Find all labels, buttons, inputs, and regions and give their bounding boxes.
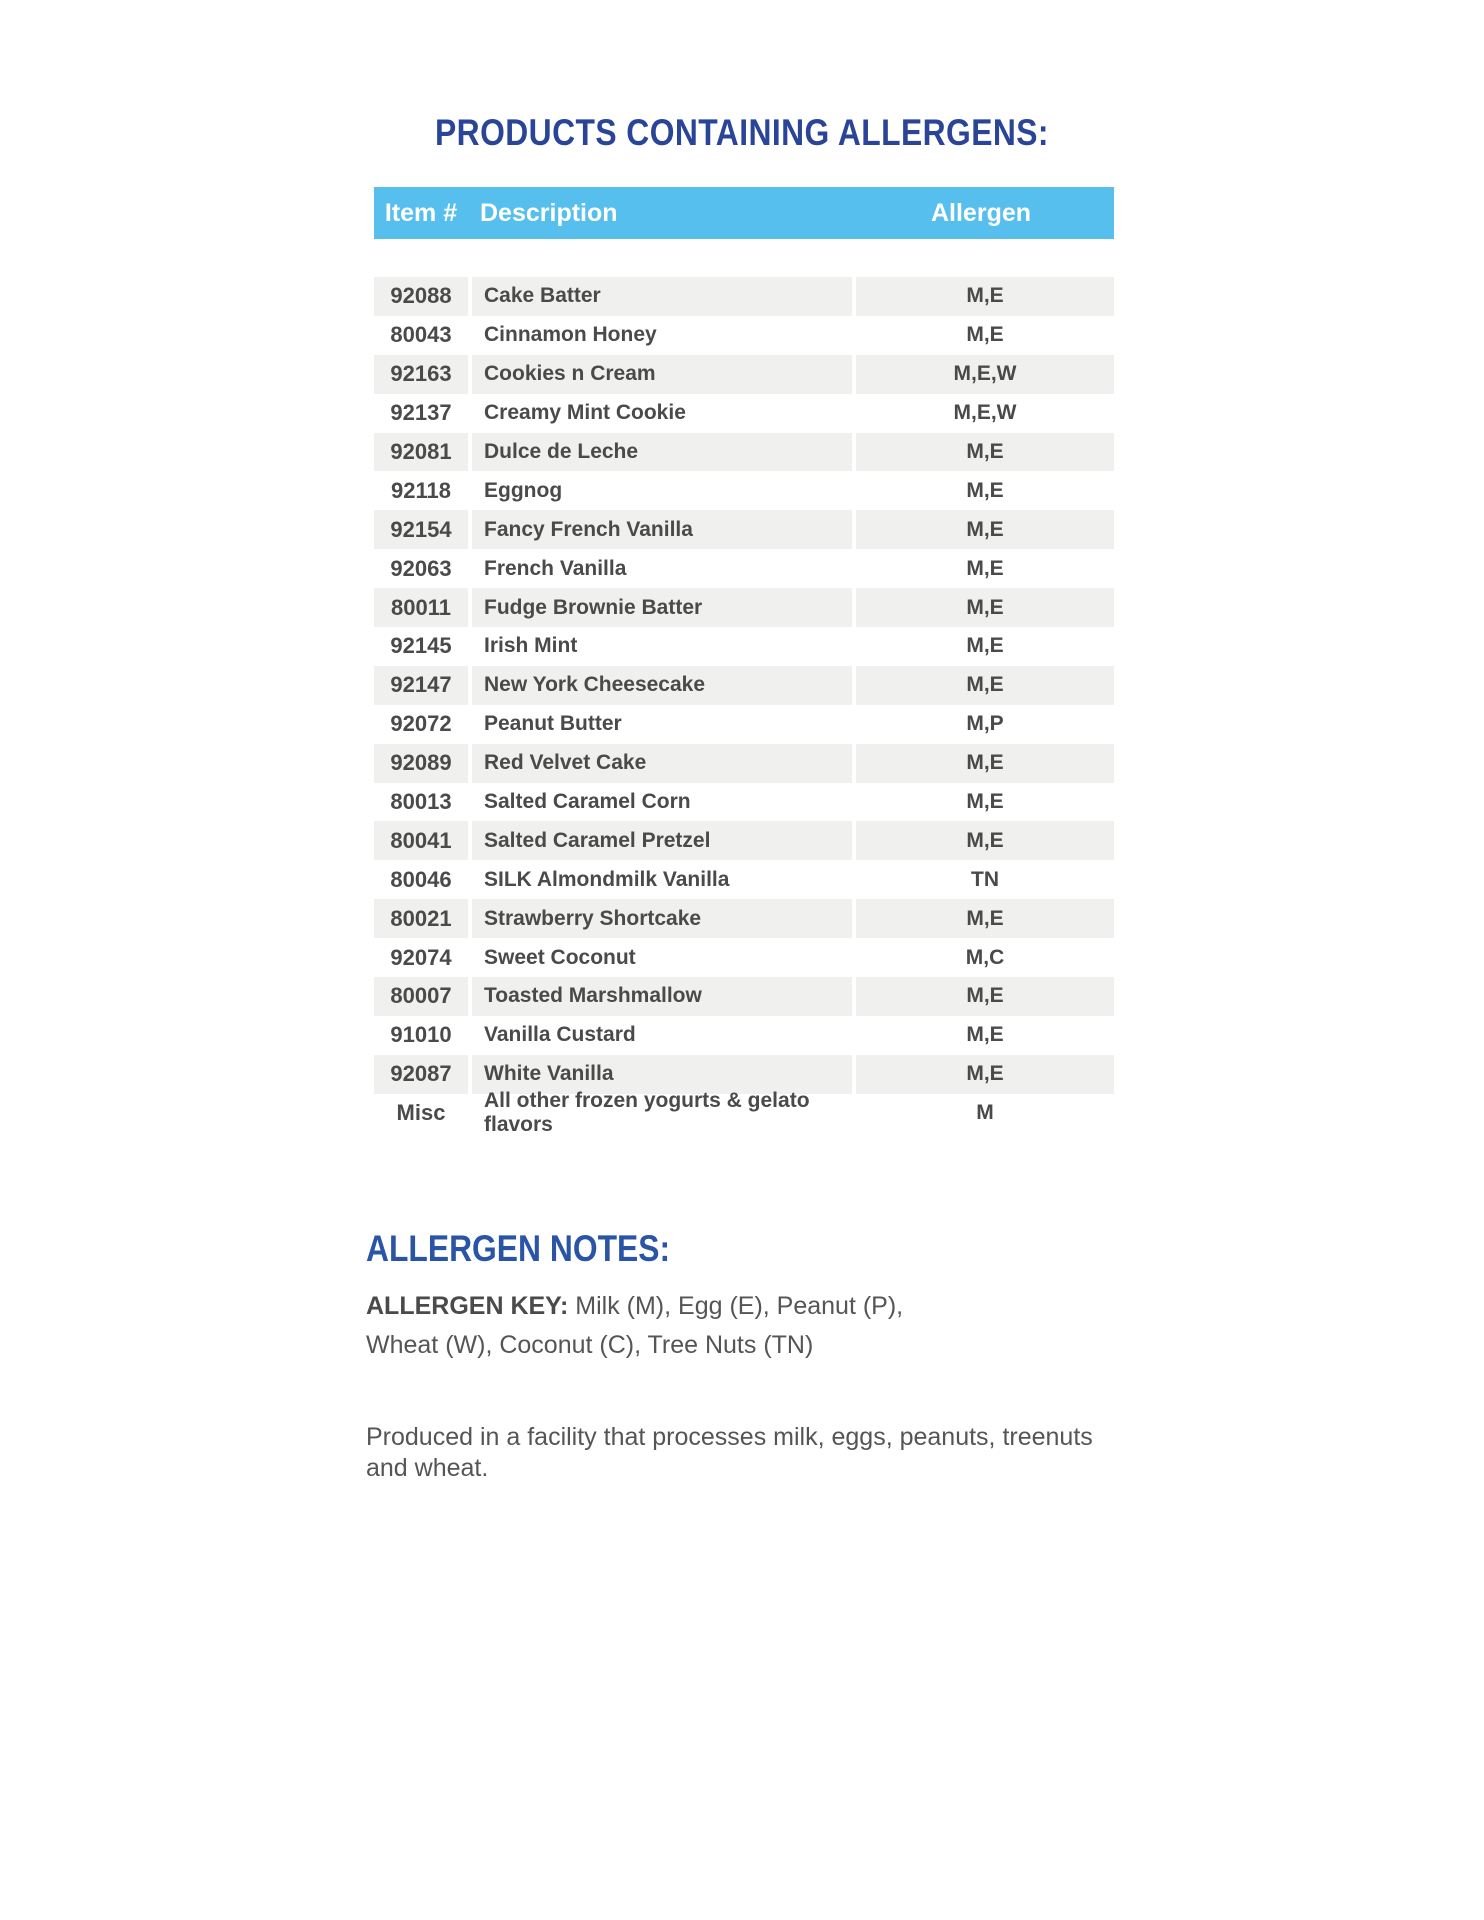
header-allergen: Allergen: [930, 198, 1032, 227]
cell-description: [472, 549, 852, 588]
cell-item-number: [374, 355, 468, 394]
table-row: [374, 666, 1114, 705]
cell-item-number: [374, 471, 468, 510]
cell-allergen-text: M,E: [966, 440, 1004, 463]
cell-allergen-text: M,E: [966, 906, 1004, 930]
cell-allergen: [856, 1094, 1114, 1133]
cell-item-number-text: 80041: [390, 827, 452, 853]
cell-item-number: [374, 1094, 468, 1133]
cell-allergen: [856, 355, 1114, 394]
table-row: [374, 471, 1114, 510]
cell-item-number-text: 92118: [391, 477, 451, 503]
cell-description-text: Cookies n Cream: [484, 362, 656, 386]
cell-item-number: [374, 705, 468, 744]
cell-item-number: [374, 316, 468, 355]
cell-description-text: Strawberry Shortcake: [484, 906, 702, 930]
cell-allergen-text: M,E: [966, 595, 1004, 619]
cell-item-number: [374, 510, 468, 549]
cell-allergen-text: M,E: [966, 556, 1004, 580]
cell-description: [472, 666, 852, 705]
cell-description-text: SILK Almondmilk Vanilla: [484, 867, 730, 891]
cell-item-number-text: 80046: [390, 866, 452, 892]
table-row: [374, 860, 1114, 899]
cell-allergen-text: M,E: [966, 634, 1004, 658]
cell-description: [472, 510, 852, 549]
cell-allergen-text: M,E: [966, 673, 1004, 697]
cell-description: [472, 744, 852, 783]
header-spacer: [374, 239, 1114, 277]
cell-item-number: [374, 549, 468, 588]
cell-item-number: [374, 1055, 468, 1094]
cell-item-number: [374, 433, 468, 472]
cell-description: [472, 705, 852, 744]
cell-item-number: [374, 666, 468, 705]
cell-description: [472, 899, 852, 938]
cell-description: [472, 860, 852, 899]
cell-item-number-text: 80013: [390, 789, 452, 815]
cell-description-text: Salted Caramel Pretzel: [484, 828, 711, 852]
header-description: Description: [480, 198, 618, 227]
cell-description-text: Vanilla Custard: [484, 1023, 636, 1047]
table-row: [374, 433, 1114, 472]
cell-allergen: [856, 783, 1114, 822]
cell-description-text: All other frozen yogurts & gelato flavors: [484, 1089, 810, 1137]
allergen-key-label: ALLERGEN KEY:: [366, 1292, 569, 1320]
cell-item-number: [374, 394, 468, 433]
cell-allergen-text: M,E: [966, 751, 1004, 775]
cell-allergen: [856, 705, 1114, 744]
cell-description: [472, 277, 852, 316]
cell-description-text: Fudge Brownie Batter: [484, 595, 703, 619]
header-item-number: Item #: [384, 198, 458, 227]
cell-description: [472, 783, 852, 822]
table-row: [374, 1016, 1114, 1055]
cell-item-number-text: 92154: [390, 516, 452, 542]
cell-allergen-text: M,E,W: [953, 362, 1017, 386]
table-row: [374, 899, 1114, 938]
cell-description: [472, 821, 852, 860]
cell-description: [472, 316, 852, 355]
allergen-table: [374, 187, 1114, 1137]
cell-item-number-text: 92081: [390, 439, 452, 464]
cell-description-text: Fancy French Vanilla: [484, 517, 693, 541]
table-row: [374, 627, 1114, 666]
table-header: [374, 187, 1114, 239]
table-row: [374, 744, 1114, 783]
cell-description: [472, 627, 852, 666]
cell-allergen-text: M,E: [966, 478, 1004, 502]
cell-item-number-text: 80011: [391, 594, 451, 620]
cell-item-number: [374, 899, 468, 938]
page-title: PRODUCTS CONTAINING ALLERGENS:: [435, 112, 1049, 153]
cell-allergen-text: M: [976, 1101, 994, 1125]
cell-description-text: Toasted Marshmallow: [484, 984, 702, 1008]
cell-allergen: [856, 821, 1114, 860]
cell-description: [472, 977, 852, 1016]
allergen-key: [366, 1287, 926, 1365]
cell-description-text: White Vanilla: [484, 1062, 614, 1086]
cell-allergen: [856, 471, 1114, 510]
cell-item-number: [374, 860, 468, 899]
cell-description-text: Creamy Mint Cookie: [484, 401, 686, 425]
table-row: [374, 316, 1114, 355]
table-row: [374, 355, 1114, 394]
table-row: [374, 394, 1114, 433]
table-row: [374, 821, 1114, 860]
cell-item-number-text: 92137: [390, 400, 452, 426]
cell-item-number-text: 92163: [390, 361, 452, 387]
cell-item-number-text: 92072: [390, 711, 452, 737]
cell-item-number-text: 92074: [390, 944, 452, 970]
cell-allergen-text: TN: [971, 867, 999, 891]
cell-description-text: Cake Batter: [484, 284, 601, 308]
cell-allergen: [856, 433, 1114, 472]
cell-item-number: [374, 938, 468, 977]
cell-description: [472, 471, 852, 510]
table-row: [374, 1055, 1114, 1094]
table-row: [374, 277, 1114, 316]
cell-item-number-text: 80043: [390, 322, 452, 348]
cell-description-text: Dulce de Leche: [484, 440, 639, 463]
cell-item-number: [374, 277, 468, 316]
cell-description-text: New York Cheesecake: [484, 673, 706, 697]
cell-allergen: [856, 938, 1114, 977]
table-row: [374, 938, 1114, 977]
cell-description-text: Salted Caramel Corn: [484, 790, 691, 814]
cell-allergen: [856, 1016, 1114, 1055]
cell-item-number-text: 91010: [390, 1022, 452, 1048]
cell-allergen-text: M,E: [966, 1062, 1004, 1086]
cell-description-text: Cinnamon Honey: [484, 323, 657, 347]
cell-allergen: [856, 627, 1114, 666]
cell-allergen: [856, 860, 1114, 899]
cell-item-number-text: 80021: [390, 905, 452, 931]
cell-allergen-text: M,E: [966, 790, 1004, 814]
cell-description-text: Irish Mint: [484, 634, 578, 658]
cell-allergen-text: M,P: [966, 712, 1004, 736]
cell-item-number: [374, 1016, 468, 1055]
cell-description: [472, 1016, 852, 1055]
cell-allergen: [856, 1055, 1114, 1094]
cell-item-number-text: 92147: [390, 672, 452, 698]
cell-description: [472, 394, 852, 433]
table-row: [374, 549, 1114, 588]
cell-allergen-text: M,E: [966, 517, 1004, 541]
cell-description-text: Eggnog: [484, 478, 563, 502]
table-row: [374, 705, 1114, 744]
cell-allergen: [856, 899, 1114, 938]
cell-allergen: [856, 549, 1114, 588]
cell-allergen-text: M,C: [965, 945, 1005, 969]
cell-allergen: [856, 588, 1114, 627]
table-body: [374, 277, 1114, 1137]
cell-description-text: Peanut Butter: [484, 712, 622, 736]
cell-allergen: [856, 316, 1114, 355]
table-row: [374, 977, 1114, 1016]
cell-item-number: [374, 821, 468, 860]
cell-description: [472, 938, 852, 977]
table-row: [374, 783, 1114, 822]
cell-description: [472, 1089, 852, 1137]
cell-description: [472, 355, 852, 394]
cell-allergen: [856, 510, 1114, 549]
table-row: [374, 588, 1114, 627]
cell-item-number-text: 92089: [390, 750, 452, 776]
cell-allergen: [856, 394, 1114, 433]
cell-allergen-text: M,E: [966, 828, 1004, 852]
cell-item-number-text: 92145: [390, 633, 452, 659]
facility-statement: Produced in a facility that processes milk, eggs, peanuts, treenuts and wheat.: [366, 1423, 1093, 1482]
cell-allergen-text: M,E: [966, 984, 1004, 1008]
cell-allergen: [856, 277, 1114, 316]
table-row: [374, 1089, 1114, 1137]
cell-item-number-text: 92087: [390, 1061, 452, 1087]
cell-description-text: French Vanilla: [484, 556, 627, 580]
cell-item-number: [374, 744, 468, 783]
cell-allergen: [856, 744, 1114, 783]
cell-description: [472, 588, 852, 627]
cell-item-number: [374, 977, 468, 1016]
cell-allergen-text: M,E: [966, 284, 1004, 308]
cell-allergen-text: M,E: [966, 323, 1004, 347]
cell-description: [472, 433, 852, 472]
cell-description: [472, 1055, 852, 1094]
cell-description-text: Sweet Coconut: [484, 945, 636, 969]
cell-allergen-text: M,E,W: [953, 401, 1017, 425]
cell-allergen: [856, 977, 1114, 1016]
cell-item-number-text: 80007: [390, 983, 452, 1009]
cell-description-text: Red Velvet Cake: [484, 751, 647, 775]
cell-allergen-text: M,E: [966, 1023, 1004, 1047]
cell-item-number-text: 92063: [390, 555, 452, 581]
cell-item-number: [374, 627, 468, 666]
table-row: [374, 510, 1114, 549]
allergen-key-line2: Wheat (W), Coconut (C), Tree Nuts (TN): [366, 1331, 814, 1359]
cell-item-number-text: Misc: [396, 1100, 446, 1126]
cell-allergen: [856, 666, 1114, 705]
allergen-notes-title: ALLERGEN NOTES:: [366, 1228, 671, 1269]
cell-item-number: [374, 588, 468, 627]
cell-item-number: [374, 783, 468, 822]
cell-item-number-text: 92088: [390, 283, 452, 309]
allergen-key-line1: Milk (M), Egg (E), Peanut (P),: [568, 1292, 904, 1320]
